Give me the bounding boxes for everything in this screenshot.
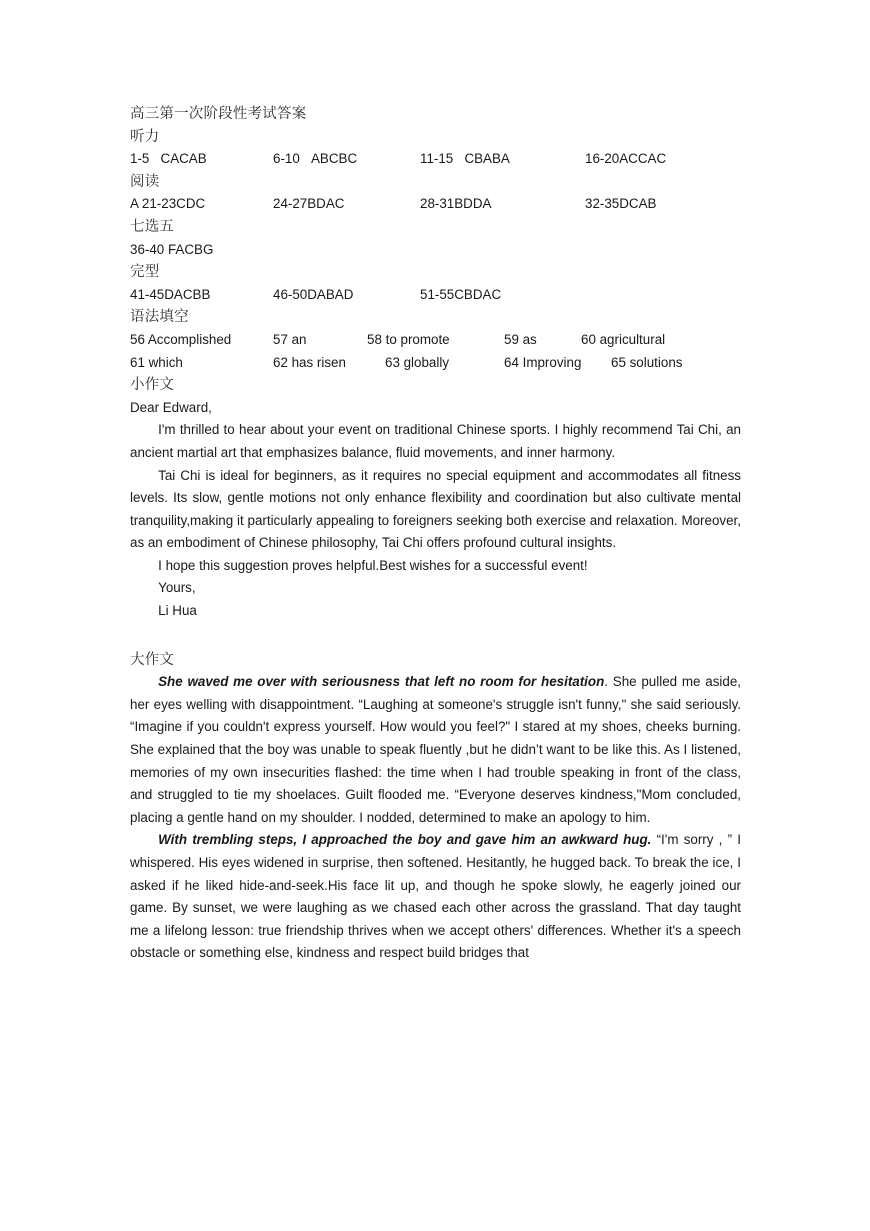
answer-row-grammar-1 <box>130 329 741 352</box>
essay-paragraph-1 <box>130 671 741 829</box>
letter-paragraph-2: Tai Chi is ideal for beginners, as it requires no special equipment and accommodates all fitness levels. Its slow, gentle motions not only enhance flexibility and coordination but also cultivate mental tranquility,making it particularly appealing to foreigners seeking both exercise and relaxation. Moreover, as an embodiment of Chinese philosophy, Tai Chi offers profound cultural insights. <box>130 467 741 551</box>
essay-paragraph-1-lead: She waved me over with seriousness that left no room for hesitation <box>158 674 605 690</box>
section-heading-cloze: 完型 <box>130 264 160 281</box>
answer-row-grammar-2 <box>130 352 741 375</box>
answer-cell: 28-31BDDA <box>420 196 492 212</box>
section-heading-long-essay: 大作文 <box>130 651 175 668</box>
answer-row-seven-choose-five <box>130 239 741 262</box>
letter-paragraph-1: I'm thrilled to hear about your event on traditional Chinese sports. I highly recommend Tai Chi, an ancient martial art that emphasizes balance, fluid movements, and inner harmony. <box>130 422 741 460</box>
answer-cell: 41-45DACBB <box>130 286 211 302</box>
answer-cell: 56 Accomplished <box>130 331 232 347</box>
section-heading-short-essay: 小作文 <box>130 377 175 394</box>
answer-cell: 59 as <box>504 331 537 347</box>
answer-row-reading <box>130 193 741 216</box>
answer-cell: A 21-23CDC <box>130 196 206 212</box>
answer-row-listening <box>130 148 741 171</box>
answer-cell: 46-50DABAD <box>273 286 354 302</box>
answer-cell: 62 has risen <box>273 354 346 370</box>
answer-cell: 24-27BDAC <box>273 196 345 212</box>
answer-cell: 51-55CBDAC <box>420 286 502 302</box>
section-heading-seven-choose-five: 七选五 <box>130 218 175 235</box>
answer-cell: 60 agricultural <box>581 331 666 347</box>
answer-cell: 32-35DCAB <box>585 196 657 212</box>
answer-cell: 65 solutions <box>611 354 683 370</box>
answer-cell: 64 Improving <box>504 354 582 370</box>
letter-salutation: Dear Edward, <box>130 399 212 415</box>
letter-signature: Li Hua <box>158 603 197 619</box>
section-spacer <box>130 623 741 649</box>
essay-paragraph-2-body: “I'm sorry , ” I whispered. His eyes widened in surprise, then softened. Hesitantly, he hugged back. To break the ice, I asked if he liked hide-and-seek.His face lit up, and though he spoke slowly, he eagerly joined our game. By sunset, we were laughing as we chased each other across the grassland. That day taught me a lifelong lesson: true friendship thrives when we accept others' differences. Whether it's a speech obstacle or something else, kindness and respect build bridges that <box>130 832 741 961</box>
letter-closing: Yours, <box>158 580 196 596</box>
answer-cell: 6-10 ABCBC <box>273 151 358 167</box>
answer-row-cloze <box>130 284 741 307</box>
essay-paragraph-1-body: . She pulled me aside, her eyes welling with disappointment. “Laughing at someone's struggle isn't funny," she said seriously. “Imagine if you couldn't express yourself. How would you feel?" I stared at my shoes, cheeks burning. She explained that the boy was unable to speak fluently ,but he didn’t want to be like this. As I listened, memories of my own insecurities flashed: the time when I had trouble speaking in front of the class, and struggled to tie my shoelaces. Guilt flooded me. “Everyone deserves kindness,"Mom concluded, placing a gentle hand on my shoulder. I nodded, determined to make an apology to him. <box>130 674 741 825</box>
essay-paragraph-2-lead: With trembling steps, I approached the boy and gave him an awkward hug. <box>158 832 652 848</box>
letter-paragraph-3: I hope this suggestion proves helpful.Best wishes for a successful event! <box>158 557 588 573</box>
section-heading-grammar: 语法填空 <box>130 309 189 326</box>
essay-paragraph-2 <box>130 829 741 965</box>
section-heading-listening: 听力 <box>130 128 160 145</box>
answer-cell: 58 to promote <box>367 331 450 347</box>
answer-cell: 36-40 FACBG <box>130 241 214 257</box>
section-heading-reading: 阅读 <box>130 173 160 190</box>
answer-cell: 16-20ACCAC <box>585 151 667 167</box>
answer-cell: 61 which <box>130 354 183 370</box>
answer-cell: 57 an <box>273 331 307 347</box>
document-content <box>130 103 741 965</box>
answer-cell: 63 globally <box>385 354 450 370</box>
answer-cell: 1-5 CACAB <box>130 151 207 167</box>
page-title: 高三第一次阶段性考试答案 <box>130 106 307 122</box>
answer-cell: 11-15 CBABA <box>420 151 510 167</box>
